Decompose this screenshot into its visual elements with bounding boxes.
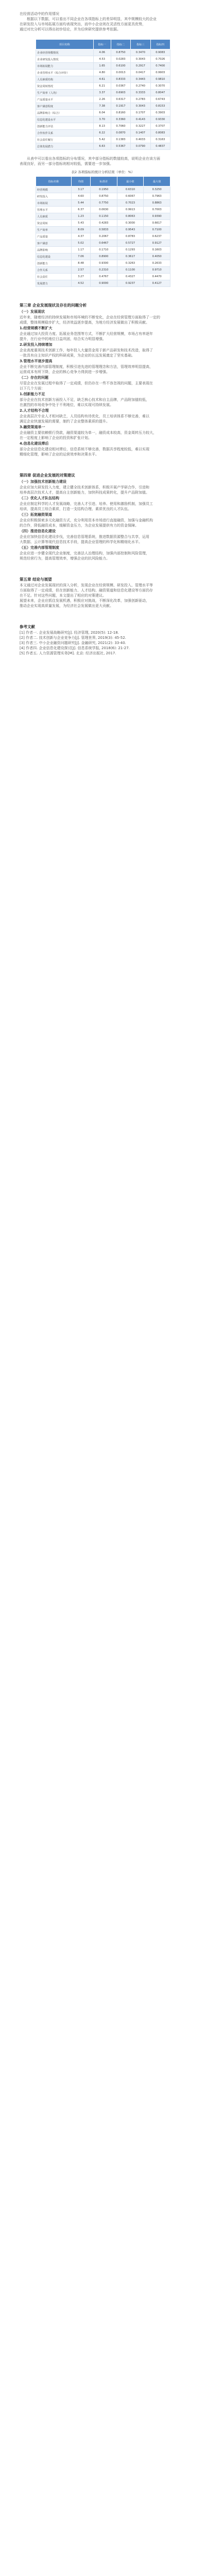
table-cell: 0.2067 [90,233,117,240]
table-cell: 0.4767 [90,274,117,280]
table-cell: 0.8047 [150,90,170,96]
table-cell: 0.8863 [144,200,170,207]
table-cell: 7.38 [93,103,111,110]
table-cell: 0.0283 [111,56,130,63]
body-line: 培训，提高员工综合素质，打造一支结构合理、素质优良的人才队伍。 [20,507,131,511]
table-cell: 0.8750 [111,49,130,56]
table-caption: 表2 各项指标的统计分析结果（单位：%） [71,170,135,174]
body-line: [1] 作者一. 企业发展战略研究[J]. 经济管理, 2020(5): 12-18. [20,631,119,635]
table-cell: 社会责任 [36,274,72,280]
subsection-heading: （五）完善内部管理制度 [20,546,59,550]
table-cell: 4.61 [93,76,111,83]
table-cell: 经营规模 [36,187,72,193]
body-line: 推动企业实现高质量发展，为经济社会发展做出更大贡献。 [20,604,113,608]
table-cell: 0.5367 [111,143,130,150]
table-header-cell: 项目名称 [36,40,94,49]
table-cell: 4.80 [93,70,111,76]
table-row [36,253,170,260]
table-cell: 0.3707 [150,123,170,130]
subsection-heading: （一）加强技术创新能力建设 [20,480,66,484]
table-row [36,220,170,227]
references-heading: 参考文献 [20,624,35,629]
table-cell: 3.37 [93,90,111,96]
table-cell: 0.2917 [131,63,150,70]
subsection-heading: 3.融资渠道单一 [20,425,45,429]
table-cell: 6.21 [93,83,111,90]
section-heading: 第五章 结论与展望 [20,577,52,582]
table-row [36,247,170,253]
document-page [20,0,186,656]
table-cell: 市场拓展 [36,200,72,207]
body-line: 培养高层次技术人才，提高自主创新能力，加快科技成果转化，提升产品附加值。 [20,490,149,495]
table-cell: 0.3043 [131,103,150,110]
body-line: 企业应加大研发投入力度，建立健全技术创新体系，积极开展产学研合作，引进和 [20,485,149,489]
table-cell: 生产效率 [36,227,72,233]
table-row [36,110,170,116]
table-cell: 0.6237 [144,233,170,240]
body-line: 方面取得了一定成绩，但在创新能力、人才结构、融资渠道和信息化建设等方面仍存 [20,588,153,592]
table-cell: 0.8783 [117,233,144,240]
table-cell: 0.3443 [131,76,150,83]
body-line: 部分企业信息化建设相对滞后，信息系统不够完善，数据共享程度较低，难以实现 [20,447,149,451]
table-cell: 0.4050 [144,253,170,260]
body-line: 一批具有自主知识产权的科研成果，为企业的长远发展奠定了坚实基础。 [20,353,135,358]
table-cell: 企业研发投入情况 [36,56,94,63]
table-cell: 0.0870 [111,130,130,137]
table-cell: 0.0630 [90,207,117,213]
table-cell: 产品质量 [36,233,72,240]
table-cell: 0.1407 [131,130,150,137]
table-cell: 0.9127 [144,240,170,247]
table-row [36,49,170,56]
table-cell: 7.06 [72,253,91,260]
table-cell: 0.9300 [90,260,117,267]
body-line: 在一定程度上影响了企业的投资和扩张计划。 [20,436,92,440]
data-table-1 [36,39,170,150]
subsection-heading: 1.创新能力不足 [20,392,45,396]
table-cell: 0.3043 [131,56,150,63]
table-cell: 0.3263 [117,260,144,267]
table-header-cell: 均值 [72,177,91,187]
table-cell: 0.6903 [111,90,130,96]
table-cell: 0.6067 [117,193,144,200]
table-cell: 0.5833 [90,227,117,233]
body-line: 企业不断完善内部管理制度，积极引进先进的管理理念和方法，管理效率明显提高， [20,365,153,369]
subsection-heading: 4.信息化建设滞后 [20,442,49,446]
body-line: 运营成本有所下降，企业的核心竞争力得到进一步增强。 [20,370,110,374]
table-cell: 0.1150 [90,213,117,220]
table-cell: 0.3070 [150,83,170,90]
table-cell: 6.63 [93,143,111,150]
body-line: 在激烈的市场竞争中处于不利地位，难以实现可持续发展。 [20,403,113,407]
table-cell: 市场拓展能力 [36,63,94,70]
table-cell: 0.4143 [131,116,150,123]
body-line: 尽管企业在发展过程中取得了一定成绩，但仍存在一些不容忽视的问题，主要表现在 [20,381,153,385]
body-line: [3] 作者三. 中小企业融资问题研究[J]. 金融研究, 2021(2): 33-40. [20,641,126,645]
table-row [36,123,170,130]
table-cell: 0.2633 [144,260,170,267]
body-line: 的合作，降低融资成本，缓解资金压力，为企业发展提供有力的资金保障。 [20,523,139,528]
table-cell: 0.3227 [131,123,150,130]
table-cell: 企业管理水平（综合评价） [36,70,94,76]
table-cell: 1.17 [72,247,91,253]
table-row [36,56,170,63]
table-row [36,200,170,207]
table-cell: 社会责任履行 [36,137,94,143]
table-cell: 0.1950 [90,187,117,193]
data-table-2 [36,176,170,287]
body-line: 大数据、云计算等现代信息技术手段，提高企业管理的科学化和精细化水平。 [20,540,142,544]
table-cell: 0.9903 [150,70,170,76]
table-cell: 0.3470 [131,49,150,56]
table-cell: 0.4033 [131,137,150,143]
table-cell: 6.37 [72,207,91,213]
table-row [36,267,170,274]
section4 [20,472,186,561]
table-row [36,143,170,150]
body-line: 企业应积极探索多元化融资方式，充分利用资本市场进行直接融资，加强与金融机构 [20,518,153,522]
table-cell: 创新能力 [36,260,72,267]
table-row [36,96,170,103]
section-heading: 第四章 促进企业发展的对策建议 [20,473,75,478]
table-cell: 合作伙伴关系 [36,130,94,137]
table-row [36,233,170,240]
table-cell: 0.7400 [150,63,170,70]
table-cell: 0.1383 [111,137,130,143]
body-line: 规范经营行为，提高管理效率，增强企业的抗风险能力。 [20,556,110,561]
body-line: 企业通过加大投资力度、拓展业务范围等方式，不断扩大经营规模，市场占有率逐年 [20,332,153,336]
table-cell: 0.3617 [117,253,144,260]
references [20,624,186,656]
table-row [36,130,170,137]
table-cell: 0.1917 [111,103,130,110]
table-cell: 资金周转情况 [36,83,94,90]
table-cell: 信息化建设 [36,253,72,260]
intro-line: 在经营活动中的作用情况 [20,12,59,16]
table-cell: 0.3250 [144,187,170,193]
table-cell: 人员素质 [36,213,72,220]
body-line: 企业高度重视技术创新工作，每年投入大量资金用于新产品研发和技术改造，取得了 [20,348,153,352]
table-cell: 0.6100 [111,63,130,70]
table-cell: 0.4283 [90,220,117,227]
table-cell: 发展潜力 [36,280,72,287]
references-body [20,630,186,656]
table-cell: 资金周转 [36,220,72,227]
table-cell: 品牌影响力（综合） [36,110,94,116]
table-cell: 信息化建设水平 [36,116,94,123]
table-cell: 0.2740 [131,83,150,90]
table-cell: 0.6617 [144,220,170,227]
table-cell: 0.1710 [90,247,117,253]
table-cell: 0.4127 [144,280,170,287]
table-cell: 4.52 [72,280,91,287]
table-cell: 3.70 [93,116,111,123]
table-cell: 0.6317 [111,96,130,103]
table-cell: 4.60 [72,193,91,200]
table1-block [20,39,186,150]
body-line: 企业高层次专业人才相对缺乏，人员结构有待优化，员工培训体系不够完善，难以 [20,414,149,418]
table-cell: 品牌影响 [36,247,72,253]
table-cell: 6.22 [93,130,111,137]
table-row [36,137,170,143]
body-line: 企业应制定科学的人才发展战略，完善人才引进、培养、使用和激励机制，加强员工 [20,502,153,506]
table-header-cell: 最小值 [117,177,144,187]
section5 [20,577,186,608]
table-row [36,240,170,247]
table-cell: 人员素质结构 [36,76,94,83]
table-cell: 0.9330 [150,116,170,123]
table-cell: 研发投入 [36,193,72,200]
table-header-cell: 指标一 [93,40,111,49]
table-header-cell: 指标四 [150,40,170,49]
subsection-heading: （四）推进信息化建设 [20,529,56,533]
table-row [36,83,170,90]
table-cell: 0.4470 [144,274,170,280]
table-cell: 0.0367 [111,83,130,90]
table-header-cell: 指标三 [131,40,150,49]
table-row [36,63,170,70]
table-cell: 合作关系 [36,267,72,274]
subsection-heading: 3.管理水平逐步提高 [20,359,53,363]
table-cell: 0.3333 [131,90,150,96]
table-cell: 0.3903 [150,110,170,116]
table-cell: 管理水平 [36,207,72,213]
table-header-cell: 指标二 [111,40,130,49]
table-cell: 0.8160 [111,110,130,116]
table-cell: 2.57 [72,267,91,274]
table-header-cell: 最大值 [144,177,170,187]
body-line: 表现良好，而另一部分指标则相对较低，需要进一步加强。 [20,162,113,166]
table-row [36,187,170,193]
table-cell: 8.09 [72,227,91,233]
table-row [36,213,170,220]
table-cell: 0.1100 [117,267,144,274]
table-cell: 5.44 [72,200,91,207]
body-line: 成绩，整体规模稳步扩大，经济效益逐步提高，为地方经济发展做出了积极贡献。 [20,320,149,325]
table-cell: 3.27 [72,274,91,280]
table-cell: 0.2783 [131,96,150,103]
section-heading: 第三章 企业发展现状及存在的问题分析 [20,303,87,308]
table-cell: 1.65 [93,63,111,70]
table-cell: 0.0417 [131,70,150,76]
table-cell: 0.8063 [117,213,144,220]
body-line: [4] 作者四. 企业信息化建设探讨[J]. 信息系统学报, 2018(6): 21-27. [20,646,130,650]
table-cell: 0.8153 [150,103,170,110]
body-line: 精细化管理，影响了企业的运营效率和决策水平。 [20,452,99,456]
table-cell: 0.7750 [90,200,117,207]
table-row [36,280,170,287]
body-line: 近年来，随着经济的持续发展和市场环境的不断变化，企业在经营管理方面取得了一定的 [20,315,160,319]
table-cell: 企业经营规模情况 [36,49,94,56]
table-row [36,260,170,267]
body-line: 企业应加快信息化建设步伐，完善信息管理系统，推进数据资源整合与共享，运用 [20,535,149,539]
table-cell: 0.7023 [117,200,144,207]
section3 [20,302,186,457]
table-cell: 8.48 [72,260,91,267]
table-cell: 5.42 [93,137,111,143]
table-cell: 0.9710 [144,267,170,274]
table-row [36,90,170,96]
table-row [36,227,170,233]
table-cell: 0.9000 [90,280,117,287]
table-cell: 0.9390 [144,213,170,220]
table-cell: 客户满意 [36,240,72,247]
table-header-row [36,177,170,187]
table-cell: 4.53 [93,56,111,63]
subsection-heading: 2.研发投入持续增加 [20,343,53,347]
table-row [36,274,170,280]
table-header-row [36,40,170,49]
table-cell: 0.0790 [131,143,150,150]
intro-line: 根据以下数据，可以看出不同企业在各项指标上的差异明显，其中规模较大的企业 [27,17,157,21]
table-cell: 5.02 [72,240,91,247]
intro-line: 在研发投入与市场拓展方面均表现突出，而中小企业则在灵活性方面更具优势， [20,22,146,26]
table2-block [20,176,186,287]
table-cell: 4.37 [72,233,91,240]
table-header-cell: 标准差 [90,177,117,187]
table-cell: 0.2310 [90,267,117,274]
body-line: 企业融资主要依赖银行贷款，融资渠道较为单一，融资成本较高，资金周转压力较大， [20,431,157,435]
table-cell: 0.3163 [150,137,170,143]
table-cell: 0.9543 [117,227,144,233]
table-cell: 8.13 [93,123,111,130]
table-cell: 总体发展潜力 [36,143,94,150]
table-cell: 0.5727 [117,240,144,247]
table-cell: 0.7100 [144,227,170,233]
between-block [20,156,186,175]
body-line: 提升，在行业中的地位日益巩固，综合实力明显增强。 [20,337,106,341]
table-cell: 生产效率（人均） [36,90,94,96]
table-cell: 0.7003 [144,207,170,213]
body-line: 满足企业快速发展的需要，制约了企业整体素质的提升。 [20,419,110,423]
table-cell: 0.9810 [150,76,170,83]
body-line: [5] 作者五. 人力资源管理实务[M]. 北京: 经济出版社, 2017. [20,651,116,655]
table-cell: 产品质量水平 [36,96,94,103]
table-cell: 0.9237 [117,280,144,287]
subsection-heading: 1.经营规模不断扩大 [20,326,53,330]
table-cell: 0.8333 [111,76,130,83]
table-cell: 0.6310 [117,187,144,193]
table-row [36,70,170,76]
table-cell: 0.1293 [117,247,144,253]
table-cell: 2.26 [93,96,111,103]
table-cell: 1.23 [72,213,91,220]
table-cell: 0.6467 [90,240,117,247]
table-cell: 0.1707 [131,110,150,116]
table-header-cell: 指标名称 [36,177,72,187]
table-cell: 0.8750 [90,193,117,200]
body-line: 以下几个方面： [20,386,45,391]
table-row [36,76,170,83]
table-cell: 0.9913 [117,207,144,213]
table-cell: 0.7026 [150,56,170,63]
table-cell: 创新能力评估 [36,123,94,130]
table-cell: 0.3000 [117,220,144,227]
table-cell: 0.1603 [144,247,170,253]
table-cell: 0.4837 [150,143,170,150]
subsection-heading: （二）优化人才队伍结构 [20,496,59,500]
subsection-heading: 2.人才结构不合理 [20,409,49,413]
table-row [36,193,170,200]
table-cell: 0.6743 [150,96,170,103]
table-row [36,103,170,110]
table-row [36,207,170,213]
table-cell: 0.0013 [111,70,130,76]
body-line: [2] 作者二. 技术创新与企业竞争力[J]. 管理世界, 2019(3): 45-52. [20,636,126,640]
body-line: 展望未来，企业应抓住发展机遇，积极应对挑战，不断深化改革，加强创新驱动， [20,599,149,603]
table-cell: 3.17 [72,187,91,193]
section5-body [20,583,186,608]
section4-body [20,479,186,561]
table-cell: 0.7060 [111,123,130,130]
table-cell: 0.4327 [117,274,144,280]
body-line: 本文通过对企业发展现状的深入分析，发现企业在经营规模、研发投入、管理水平等 [20,583,153,587]
subsection-heading: （二）存在的问题 [20,376,48,380]
body-line: 部分企业在技术创新方面投入不足，缺乏核心技术和自主品牌，产品附加值较低， [20,398,149,402]
table-cell: 0.7963 [144,193,170,200]
table-row [36,116,170,123]
table-cell: 客户满意程度 [36,103,94,110]
table-cell: 5.43 [72,220,91,227]
body-line: 在不足。针对这些问题，本文提出了相应的对策建议。 [20,594,106,598]
subsection-heading: （三）拓宽融资渠道 [20,513,52,517]
table-cell: 0.9083 [150,49,170,56]
table-cell: 6.04 [93,110,111,116]
body-line: 企业应进一步健全现代企业制度，完善法人治理结构，加强内部控制和风险管理， [20,551,149,555]
intro-block [20,11,186,32]
body-line: 从表中可以看出各项指标的分布情况，其中部分指标的数值较高，说明企业在该方面 [27,157,160,161]
section3-body [20,309,186,457]
subsection-heading: （一）发展现状 [20,310,45,314]
table-cell: 4.06 [93,49,111,56]
table-cell: 0.8083 [150,130,170,137]
table-cell: 0.8900 [90,253,117,260]
intro-line: 通过对比分析可以得出初步结论，并为后续研究提供参考依据。 [20,27,121,31]
table-cell: 0.3360 [111,116,130,123]
